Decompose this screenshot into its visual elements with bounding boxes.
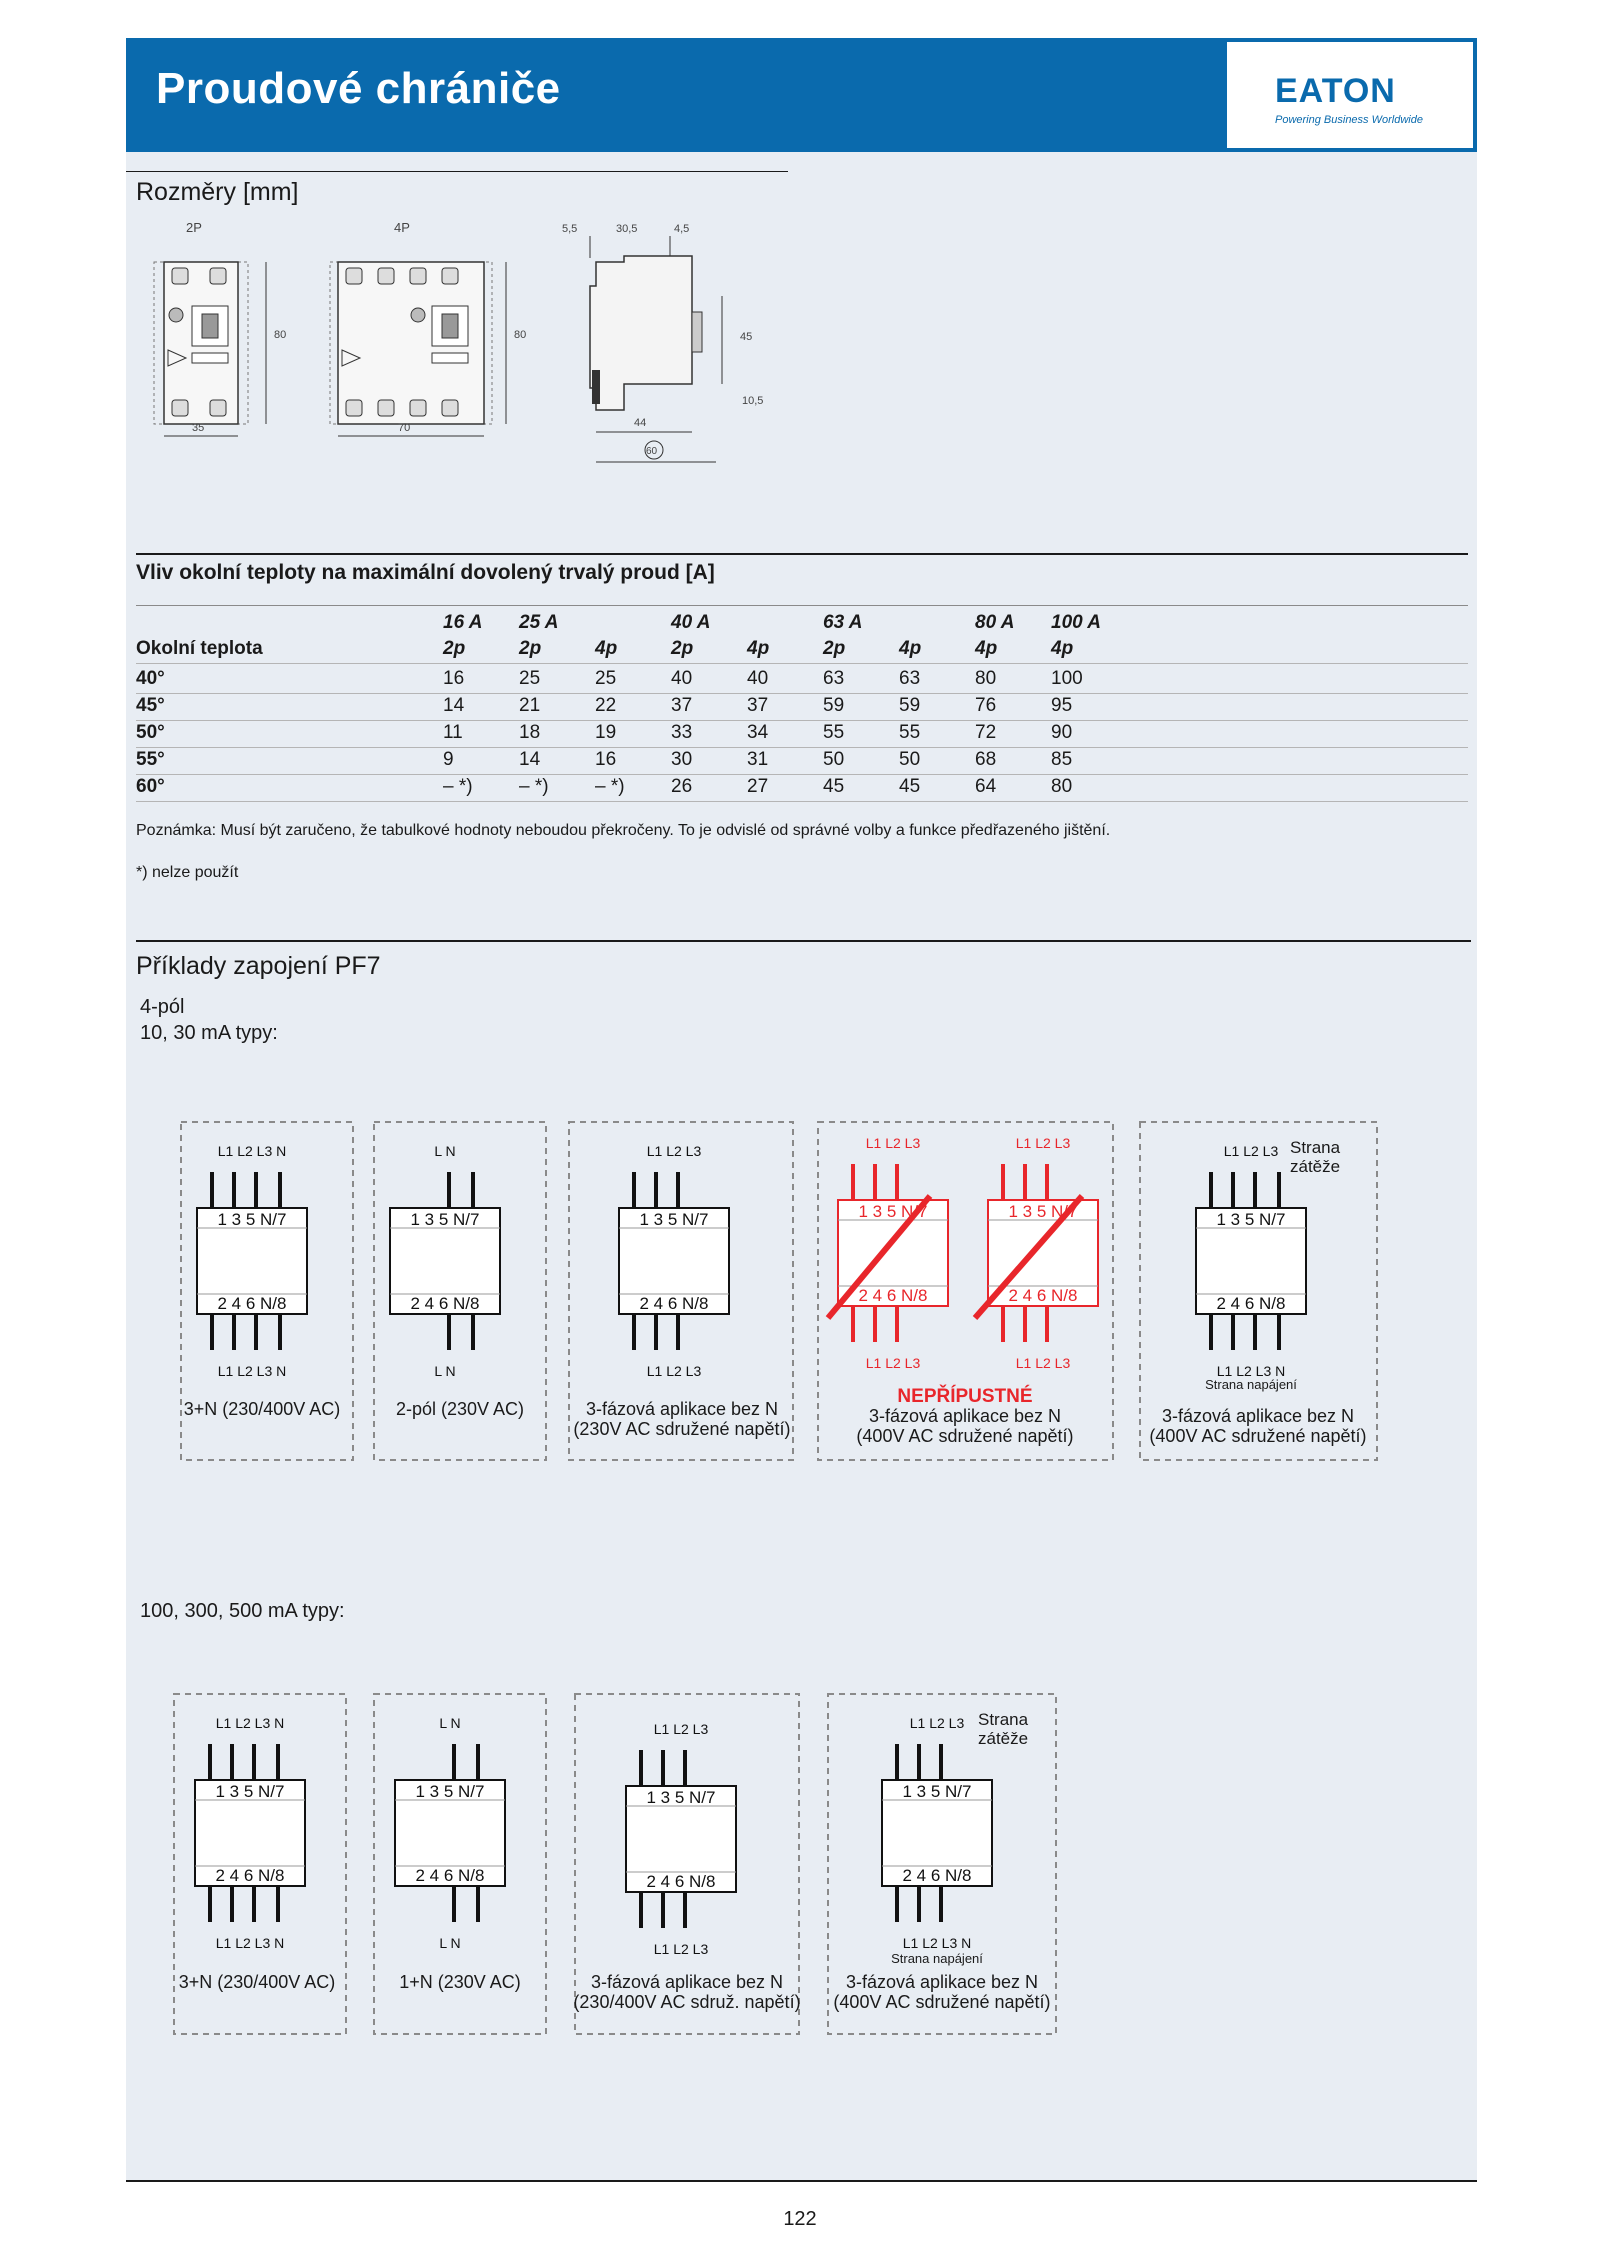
temperature-cell: 45° xyxy=(136,695,165,716)
table-cell: 45 xyxy=(823,776,845,797)
page-title: Proudové chrániče xyxy=(156,64,561,113)
terminals-bottom: 2 4 6 N/8 xyxy=(858,1286,928,1305)
table-cell: 19 xyxy=(595,722,617,743)
line-labels-top: L1 L2 L3 xyxy=(1223,1143,1279,1159)
wiring-subtitle-poles: 4-pól xyxy=(140,996,185,1018)
table-cell: 27 xyxy=(747,776,769,797)
load-side-label: zátěže xyxy=(978,1729,1029,1748)
terminals-top: 1 3 5 N/7 xyxy=(639,1210,709,1229)
table-cell: – *) xyxy=(443,776,473,797)
table-cell: 31 xyxy=(747,749,769,770)
caption: (400V AC sdružené napětí) xyxy=(833,1992,1051,2012)
table-cell: 9 xyxy=(443,749,454,770)
line-labels-top: L1 L2 L3 xyxy=(865,1135,921,1151)
rating-header: 63 A xyxy=(823,612,863,633)
table-cell: 30 xyxy=(671,749,693,770)
table-cell: 68 xyxy=(975,749,997,770)
pole-header: 4p xyxy=(1051,638,1074,659)
load-side-label: Strana xyxy=(978,1710,1029,1729)
line-labels-top: L N xyxy=(439,1715,461,1731)
forbidden-label: NEPŘÍPUSTNÉ xyxy=(897,1386,1033,1407)
terminals-top: 1 3 5 N/7 xyxy=(1008,1202,1078,1221)
table-cell: 59 xyxy=(823,695,845,716)
logo-wordmark: EATON xyxy=(1275,72,1396,110)
table-cell: 14 xyxy=(519,749,541,770)
rating-header: 80 A xyxy=(975,612,1015,633)
pole-header: 2p xyxy=(519,638,542,659)
caption: 1+N (230V AC) xyxy=(399,1972,521,1992)
line-labels-bottom: L N xyxy=(439,1935,461,1951)
rating-header: 100 A xyxy=(1051,612,1101,633)
pole-header: 4p xyxy=(975,638,998,659)
line-labels-bottom: L1 L2 L3 N xyxy=(217,1363,287,1379)
table-cell: 59 xyxy=(899,695,921,716)
rating-header: 40 A xyxy=(671,612,711,633)
terminals-bottom: 2 4 6 N/8 xyxy=(639,1294,709,1313)
line-labels-top: L1 L2 L3 N xyxy=(215,1715,285,1731)
svg-text:30,5: 30,5 xyxy=(616,223,638,235)
pole-header: 2p xyxy=(443,638,466,659)
svg-text:44: 44 xyxy=(634,417,647,429)
wiring-title: Příklady zapojení PF7 xyxy=(136,952,381,980)
terminals-bottom: 2 4 6 N/8 xyxy=(415,1866,485,1885)
table-cell: 16 xyxy=(443,668,465,689)
table-cell: 100 xyxy=(1051,668,1083,689)
terminals-bottom: 2 4 6 N/8 xyxy=(646,1872,716,1891)
table-cell: 80 xyxy=(975,668,997,689)
table-cell: 22 xyxy=(595,695,617,716)
line-labels-bottom: L1 L2 L3 N xyxy=(902,1935,972,1951)
dimensions-title: Rozměry [mm] xyxy=(136,178,299,206)
table-note: Poznámka: Musí být zaručeno, že tabulkové hodnoty neboudou překročeny. To je odvislé od správné volby a funkce předřazeného jištění. xyxy=(136,822,1111,839)
terminals-top: 1 3 5 N/7 xyxy=(415,1782,485,1801)
rating-header: 16 A xyxy=(443,612,483,633)
table-cell: 76 xyxy=(975,695,997,716)
line-labels-bottom: L1 L2 L3 xyxy=(646,1363,702,1379)
line-labels-bottom: L1 L2 L3 xyxy=(653,1941,709,1957)
terminals-top: 1 3 5 N/7 xyxy=(902,1782,972,1801)
terminals-top: 1 3 5 N/7 xyxy=(858,1202,928,1221)
temperature-cell: 60° xyxy=(136,776,165,797)
line-labels-bottom: L N xyxy=(434,1363,456,1379)
label-4p: 4P xyxy=(394,220,410,235)
caption: 3-fázová aplikace bez N xyxy=(845,1972,1039,1992)
line-labels-top: L1 L2 L3 xyxy=(1015,1135,1071,1151)
table-cell: 37 xyxy=(747,695,769,716)
caption: (400V AC sdružené napětí) xyxy=(856,1426,1074,1446)
line-labels-top: L1 L2 L3 xyxy=(653,1721,709,1737)
table-cell: 18 xyxy=(519,722,541,743)
table-cell: 55 xyxy=(899,722,921,743)
table-cell: 33 xyxy=(671,722,693,743)
svg-text:60: 60 xyxy=(646,446,658,457)
caption: 3+N (230/400V AC) xyxy=(178,1972,336,1992)
table-cell: 63 xyxy=(823,668,845,689)
table-cell: 34 xyxy=(747,722,769,743)
supply-side-label: Strana napájení xyxy=(1205,1377,1297,1392)
table-cell: 95 xyxy=(1051,695,1073,716)
table-cell: 37 xyxy=(671,695,693,716)
caption: 3-fázová aplikace bez N xyxy=(1161,1406,1355,1426)
temperature-cell: 40° xyxy=(136,668,165,689)
line-labels-top: L N xyxy=(434,1143,456,1159)
line-labels-top: L1 L2 L3 xyxy=(646,1143,702,1159)
logo-tagline: Powering Business Worldwide xyxy=(1275,114,1423,126)
caption: 3-fázová aplikace bez N xyxy=(868,1406,1062,1426)
table-cell: 11 xyxy=(443,722,463,743)
line-labels-bottom: L1 L2 L3 N xyxy=(1216,1363,1286,1379)
caption: (400V AC sdružené napětí) xyxy=(1149,1426,1367,1446)
caption: 2-pól (230V AC) xyxy=(395,1399,525,1419)
table-cell: 63 xyxy=(899,668,921,689)
line-labels-bottom: L1 L2 L3 xyxy=(1015,1355,1071,1371)
table-cell: 26 xyxy=(671,776,693,797)
terminals-top: 1 3 5 N/7 xyxy=(646,1788,716,1807)
footer-rule xyxy=(126,2180,1477,2182)
pole-header: 2p xyxy=(823,638,846,659)
table-cell: 72 xyxy=(975,722,997,743)
terminals-bottom: 2 4 6 N/8 xyxy=(217,1294,287,1313)
table-cell: – *) xyxy=(519,776,549,797)
line-labels-top: L1 L2 L3 N xyxy=(217,1143,287,1159)
table-cell: – *) xyxy=(595,776,625,797)
svg-text:45: 45 xyxy=(740,331,753,343)
terminals-bottom: 2 4 6 N/8 xyxy=(902,1866,972,1885)
row-header: Okolní teplota xyxy=(136,638,263,659)
svg-text:5,5: 5,5 xyxy=(562,223,578,235)
terminals-top: 1 3 5 N/7 xyxy=(215,1782,285,1801)
rating-header: 25 A xyxy=(519,612,559,633)
pole-header: 2p xyxy=(671,638,694,659)
page-number: 122 xyxy=(783,2208,817,2230)
terminals-top: 1 3 5 N/7 xyxy=(1216,1210,1286,1229)
terminals-bottom: 2 4 6 N/8 xyxy=(215,1866,285,1885)
table-cell: 50 xyxy=(823,749,845,770)
table-cell: 40 xyxy=(671,668,693,689)
temperature-table-title: Vliv okolní teploty na maximální dovolený trvalý proud [A] xyxy=(136,561,715,584)
table-cell: 90 xyxy=(1051,722,1073,743)
dim-4p-height: 80 xyxy=(514,329,527,341)
table-cell: 40 xyxy=(747,668,769,689)
table-cell: 14 xyxy=(443,695,465,716)
table-footnote: *) nelze použít xyxy=(136,864,239,881)
temperature-cell: 55° xyxy=(136,749,165,770)
caption: (230/400V AC sdruž. napětí) xyxy=(573,1992,801,2012)
label-2p: 2P xyxy=(186,220,202,235)
load-side-label: Strana xyxy=(1290,1138,1341,1157)
terminals-bottom: 2 4 6 N/8 xyxy=(410,1294,480,1313)
table-cell: 55 xyxy=(823,722,845,743)
terminals-top: 1 3 5 N/7 xyxy=(217,1210,287,1229)
table-cell: 21 xyxy=(519,695,541,716)
terminals-bottom: 2 4 6 N/8 xyxy=(1216,1294,1286,1313)
wiring-subtitle-group1: 10, 30 mA typy: xyxy=(140,1022,278,1044)
wiring-subtitle-group2: 100, 300, 500 mA typy: xyxy=(140,1600,345,1622)
pole-header: 4p xyxy=(899,638,922,659)
caption: (230V AC sdružené napětí) xyxy=(573,1419,791,1439)
pole-header: 4p xyxy=(747,638,770,659)
caption: 3-fázová aplikace bez N xyxy=(585,1399,779,1419)
line-labels-bottom: L1 L2 L3 N xyxy=(215,1935,285,1951)
table-cell: 50 xyxy=(899,749,921,770)
load-side-label: zátěže xyxy=(1290,1157,1341,1176)
svg-text:10,5: 10,5 xyxy=(742,395,764,407)
table-cell: 80 xyxy=(1051,776,1073,797)
table-cell: 85 xyxy=(1051,749,1073,770)
table-cell: 25 xyxy=(519,668,541,689)
table-cell: 45 xyxy=(899,776,921,797)
line-labels-bottom: L1 L2 L3 xyxy=(865,1355,921,1371)
table-cell: 16 xyxy=(595,749,617,770)
svg-text:4,5: 4,5 xyxy=(674,223,690,235)
dim-2p-height: 80 xyxy=(274,329,287,341)
pole-header: 4p xyxy=(595,638,618,659)
terminals-top: 1 3 5 N/7 xyxy=(410,1210,480,1229)
dim-4p-width: 70 xyxy=(398,422,411,434)
caption: 3-fázová aplikace bez N xyxy=(590,1972,784,1992)
table-cell: 25 xyxy=(595,668,617,689)
table-cell: 64 xyxy=(975,776,997,797)
line-labels-top: L1 L2 L3 xyxy=(909,1715,965,1731)
dim-2p-width: 35 xyxy=(192,422,205,434)
caption: 3+N (230/400V AC) xyxy=(183,1399,341,1419)
temperature-cell: 50° xyxy=(136,722,165,743)
supply-side-label: Strana napájení xyxy=(891,1951,983,1966)
terminals-bottom: 2 4 6 N/8 xyxy=(1008,1286,1078,1305)
